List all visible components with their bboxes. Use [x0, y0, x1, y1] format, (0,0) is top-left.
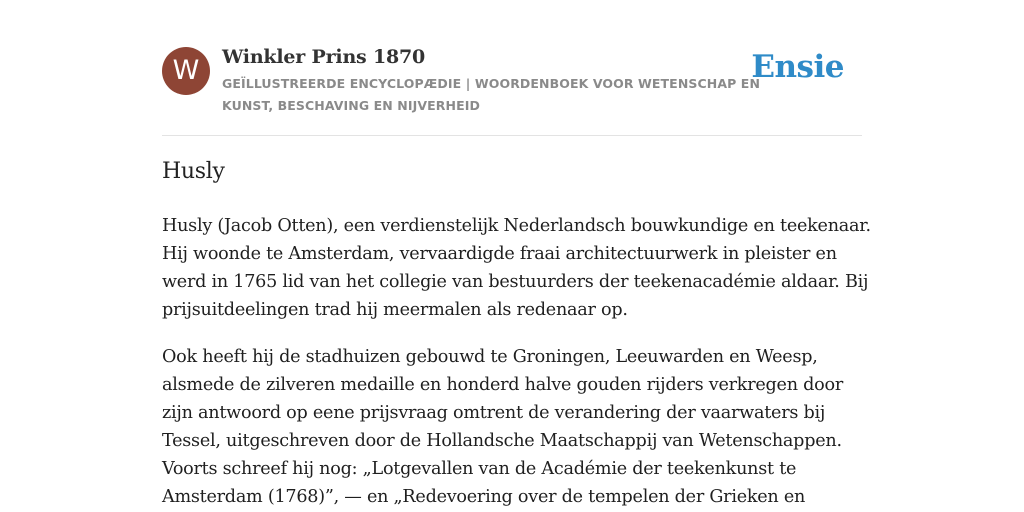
source-avatar[interactable]: W [162, 47, 210, 95]
entry-title: Husly [162, 159, 225, 184]
entry-paragraph: Husly (Jacob Otten), een verdienstelijk Nederlandsch bouwkundige en teekenaar. Hij woonde te Amsterdam, vervaardigde fraai architectuurwerk in pleister en werd in 1765 lid van het collegie van bestuurders der teekenacadémie aldaar. Bij prijsuitdeelingen trad hij meermalen als redenaar op. [162, 216, 871, 320]
header-divider [162, 135, 862, 136]
entry-paragraph: Ook heeft hij de stadhuizen gebouwd te Groningen, Leeuwarden en Weesp, alsmede de zilveren medaille en honderd halve gouden rijders verkregen door zijn antwoord op eene prijsvraag omtrent de verandering der vaarwaters bij Tessel, uitgeschreven door de Hollandsche Maatschappij van Wetenschappen. Voorts schreef hij nog: „Lotgevallen van de Académie der teekenkunst te Amsterdam (1768)”, — en „Redevoering over de tempelen der Grieken en [162, 347, 843, 507]
entry-body [162, 212, 872, 512]
source-subtitle: GEÏLLUSTREERDE ENCYCLOPÆDIE | WOORDENBOEK VOOR WETENSCHAP EN KUNST, BESCHAVING EN NIJVERHEID [222, 76, 761, 113]
source-header [162, 44, 862, 136]
source-title[interactable]: Winkler Prins 1870 [222, 46, 426, 68]
ensie-logo-link[interactable]: Ensie [751, 49, 844, 85]
